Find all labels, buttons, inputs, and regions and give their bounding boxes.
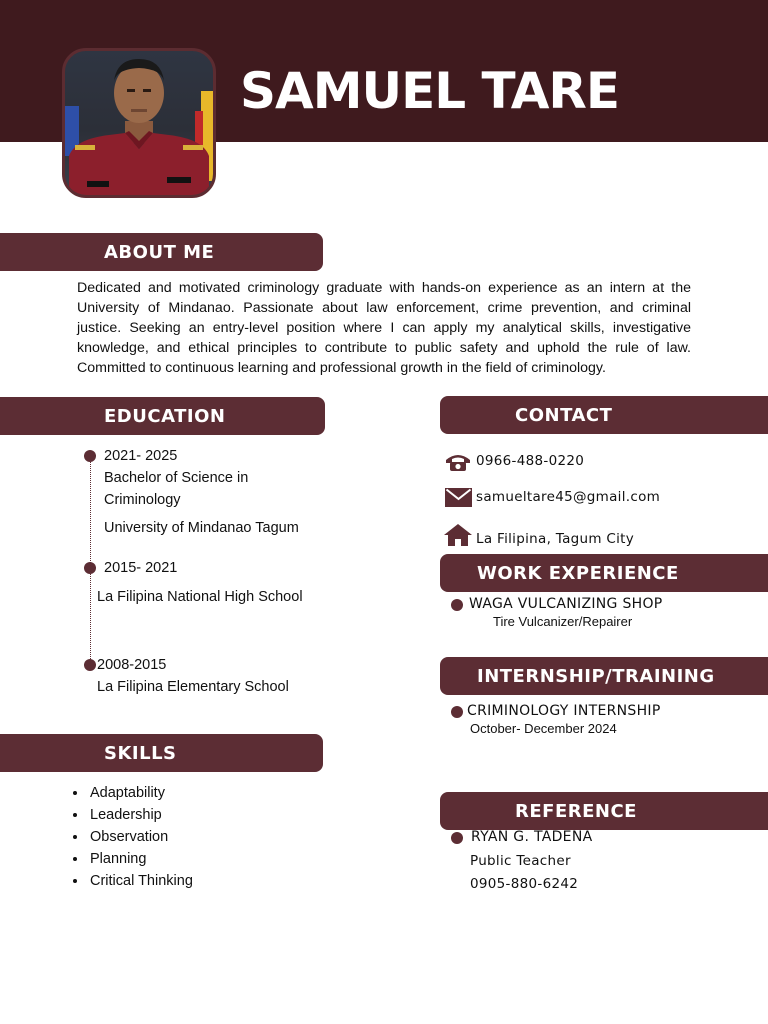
timeline-dot — [84, 562, 96, 574]
reference-name: RYAN G. TADENA — [471, 829, 593, 845]
internship-title: CRIMINOLOGY INTERNSHIP — [467, 703, 661, 719]
education-heading: EDUCATION — [104, 405, 226, 427]
work-bullet-dot — [451, 599, 463, 611]
home-icon — [444, 524, 472, 546]
education-heading-bar — [0, 397, 325, 435]
skills-heading: SKILLS — [104, 742, 177, 764]
work-role: Tire Vulcanizer/Repairer — [493, 614, 633, 629]
candidate-name: SAMUEL TARE — [240, 62, 620, 120]
profile-photo — [62, 48, 216, 198]
skill-item: • Observation — [88, 826, 193, 848]
education-degree-line1: Bachelor of Science in — [104, 470, 249, 486]
skill-item: • Critical Thinking — [88, 870, 193, 892]
reference-heading-bar — [440, 792, 768, 830]
skill-item: • Planning — [88, 848, 193, 870]
skill-item: • Leadership — [88, 804, 193, 826]
about-text: Dedicated and motivated criminology graduate with hands-on experience as an intern at the University of Mindanao. Passionate about law enforcement, crime prevention, and criminal justice. Seeking an entry-level position where I can apply my analytical skills, investigative knowledge, and ethical principles to contribute to public safety and uphold the rule of law. Committed to continuous learning and professional growth in the field of criminology. — [77, 280, 691, 376]
phone-icon — [444, 452, 472, 472]
contact-email: samueltare45@gmail.com — [476, 489, 661, 505]
reference-bullet-dot — [451, 832, 463, 844]
education-school-2: La Filipina National High School — [97, 589, 303, 605]
reference-position: Public Teacher — [470, 853, 571, 869]
skills-list — [70, 782, 193, 892]
skills-heading-bar — [0, 734, 323, 772]
education-years-2: 2015- 2021 — [104, 560, 178, 576]
work-company: WAGA VULCANIZING SHOP — [469, 596, 663, 612]
about-heading-bar — [0, 233, 323, 271]
timeline-dot — [84, 450, 96, 462]
contact-heading-bar — [440, 396, 768, 434]
timeline-dot — [84, 659, 96, 671]
reference-heading: REFERENCE — [515, 800, 637, 822]
skill-item: • Adaptability — [88, 782, 193, 804]
education-degree-line2: Criminology — [104, 492, 181, 508]
internship-heading-bar — [440, 657, 768, 695]
contact-heading: CONTACT — [515, 404, 613, 426]
contact-address: La Filipina, Tagum City — [476, 531, 635, 547]
person-portrait-icon — [65, 51, 213, 195]
education-years-3: 2008-2015 — [97, 657, 167, 673]
about-heading: ABOUT ME — [104, 241, 215, 263]
education-years-1: 2021- 2025 — [104, 448, 178, 464]
work-heading-bar — [440, 554, 768, 592]
internship-bullet-dot — [451, 706, 463, 718]
internship-heading: INTERNSHIP/TRAINING — [477, 665, 715, 687]
contact-phone: 0966-488-0220 — [476, 453, 585, 469]
work-heading: WORK EXPERIENCE — [477, 562, 679, 584]
reference-phone: 0905-880-6242 — [470, 876, 579, 892]
internship-period: October- December 2024 — [470, 721, 617, 736]
education-school-1: University of Mindanao Tagum — [104, 520, 299, 536]
education-school-3: La Filipina Elementary School — [97, 679, 289, 695]
mail-icon — [445, 488, 472, 507]
